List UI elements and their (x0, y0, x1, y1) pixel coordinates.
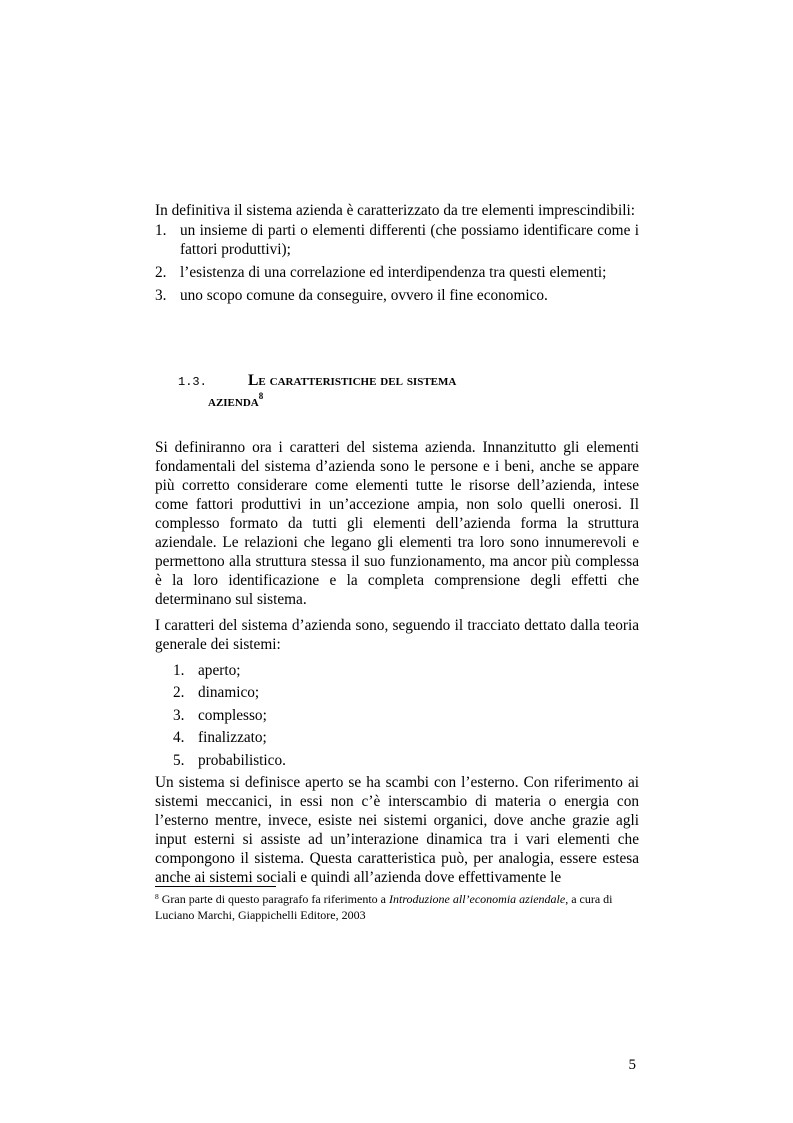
elements-list (155, 221, 639, 305)
footnote-separator (155, 886, 276, 887)
list-item (173, 683, 639, 702)
footnote-marker: 8 (155, 892, 159, 901)
list-item (173, 728, 639, 747)
section-title-line2: azienda (208, 393, 259, 410)
list-item (155, 263, 639, 282)
section-number: 1.3. (178, 375, 207, 389)
list-item (155, 286, 639, 305)
list-item-number: 3. (155, 287, 167, 304)
list-item-text: complesso; (198, 706, 267, 724)
list-item-number: 3. (173, 706, 185, 724)
footnote-reference[interactable]: 8 (258, 391, 264, 401)
list-item-text: finalizzato; (198, 729, 267, 747)
list-item-text: uno scopo comune da conseguire, ovvero il fine economico. (180, 287, 548, 304)
list-item-number: 1. (173, 662, 185, 679)
list-item (173, 706, 639, 725)
footnote (155, 891, 639, 923)
list-item-number: 1. (155, 222, 167, 239)
section-heading (178, 371, 598, 412)
footnote-text-before: Gran parte di questo paragrafo fa riferimento a (158, 892, 389, 906)
section-title-line1: Le caratteristiche del sistema (248, 372, 457, 389)
body-paragraph-3: Un sistema si definisce aperto se ha scambi con l’esterno. Con riferimento ai sistemi meccanici, in essi non c’è interscambio di materia o energia con l’esterno mentre, invece, esiste nei sistemi organici, dove anche grazie agli input esterni si assiste ad un’interazione dinamica tra i vari elementi che compongono il sistema. Questa caratteristica può, per analogia, essere estesa anche ai sistemi sociali e quindi all’azienda dove effettivamente le (155, 773, 639, 886)
list-item (155, 221, 639, 259)
list-item-text: un insieme di parti o elementi differenti (che possiamo identificare come i fattori produttivi); (180, 222, 639, 258)
list-item (173, 661, 639, 680)
footnote-text-after: , a cura di Luciano Marchi, Giappichelli Editore, 2003 (155, 892, 613, 922)
page-number: 5 (628, 1057, 636, 1073)
list-item-number: 4. (173, 729, 185, 747)
intro-section (155, 201, 639, 309)
list-item-text: l’esistenza di una correlazione ed interdipendenza tra questi elementi; (180, 264, 607, 281)
list-item-number: 2. (173, 684, 185, 702)
body-paragraph-2: I caratteri del sistema d’azienda sono, seguendo il tracciato dettato dalla teoria generale dei sistemi: (155, 617, 639, 653)
list-item (173, 751, 639, 770)
list-item-text: probabilistico. (198, 751, 286, 769)
footnote-book-title: Introduzione all’economia aziendale (388, 892, 566, 906)
list-item-text: dinamico; (198, 684, 260, 702)
characteristics-list (155, 661, 639, 770)
body-paragraph-1: Si definiranno ora i caratteri del sistema azienda. Innanzitutto gli elementi fondamentali del sistema d’azienda sono le persone e i beni, anche se appare più corretto considerare come elementi tutte le risorse dell’azienda, intese come fattori produttivi in un’accezione ampia, non solo quelli onerosi. Il complesso formato da tutti gli elementi dell’azienda forma la struttura aziendale. Le relazioni che legano gli elementi tra loro sono innumerevoli e permettono alla struttura stessa il suo funzionamento, ma ancor più complessa è la loro identificazione e la completa comprensione degli effetti che determinano sul sistema. (155, 439, 639, 608)
list-item-number: 5. (173, 751, 185, 769)
body-section (155, 438, 639, 894)
intro-paragraph: In definitiva il sistema azienda è caratterizzato da tre elementi imprescindibili: (155, 202, 635, 219)
list-item-number: 2. (155, 264, 167, 281)
list-item-text: aperto; (198, 662, 241, 679)
